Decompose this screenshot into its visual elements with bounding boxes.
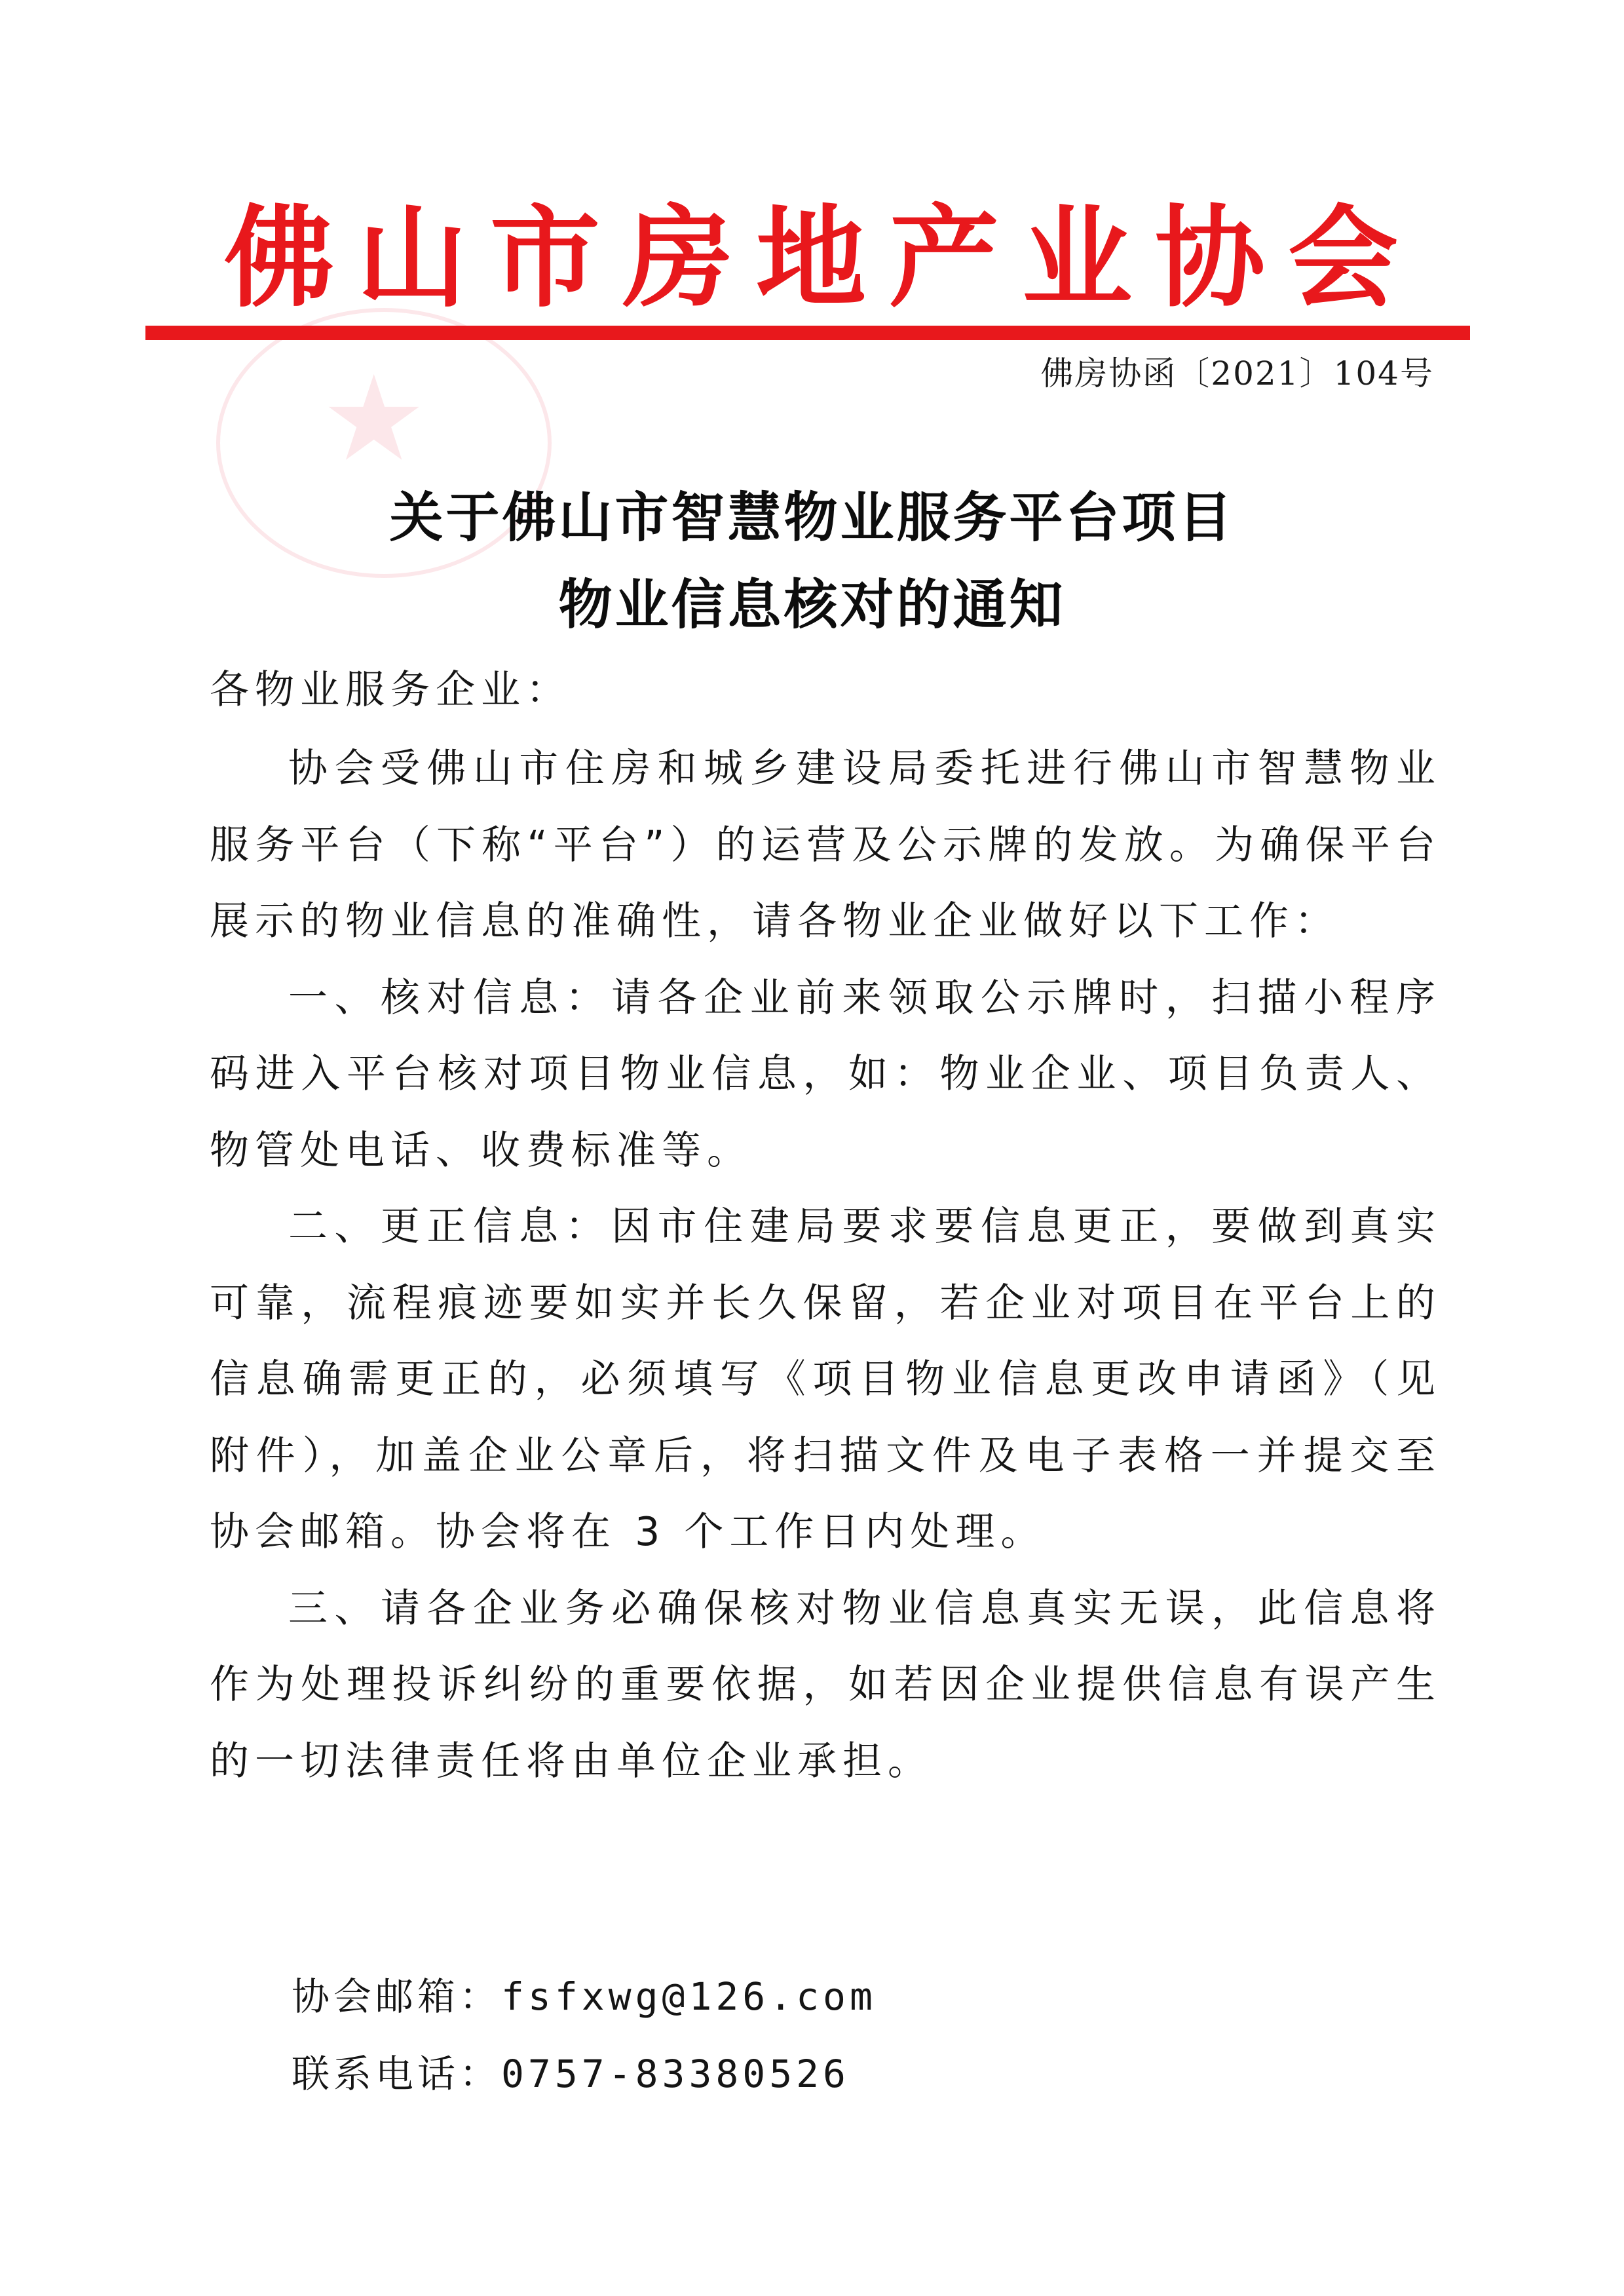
- letterhead-char: 业: [1022, 192, 1132, 322]
- item-2-correct-info: 二、更正信息：因市住建局要求要信息更正，要做到真实可靠，流程痕迹要如实并长久保留，若企业对项目在平台上的信息确需更正的，必须填写《项目物业信息更改申请函》（见附件），加盖企业公章后，将扫描文件及电子表格一并提交至协会邮箱。协会将在 3 个工作日内处理。: [210, 1204, 1441, 1555]
- letterhead-char: 会: [1288, 192, 1398, 322]
- letterhead-char: 佛: [224, 192, 334, 322]
- letterhead-char: 协: [1155, 192, 1265, 322]
- contact-phone-line: [292, 2043, 850, 2098]
- contact-email-line: [292, 1966, 877, 2021]
- seal-star-icon: ★: [321, 351, 427, 488]
- letterhead-char: 市: [490, 192, 600, 322]
- letterhead-char: 地: [756, 192, 866, 322]
- item-1-verify-info: 一、核对信息：请各企业前来领取公示牌时，扫描小程序码进入平台核对项目物业信息，如：物业企业、项目负责人、物管处电话、收费标准等。: [210, 974, 1441, 1174]
- intro-paragraph: 协会受佛山市住房和城乡建设局委托进行佛山市智慧物业服务平台（下称“平台”）的运营及公示牌的发放。为确保平台展示的物业信息的准确性，请各物业企业做好以下工作：: [210, 746, 1441, 944]
- letterhead-char: 产: [889, 192, 999, 322]
- body-content: [210, 731, 1441, 1799]
- item-3-responsibility: 三、请各企业务必确保核对物业信息真实无误，此信息将作为处理投诉纠纷的重要依据，如若因企业提供信息有误产生的一切法律责任将由单位企业承担。: [210, 1585, 1441, 1784]
- document-title-line-2: 物业信息核对的通知: [558, 574, 1066, 636]
- phone-number: 0757-83380526: [501, 2052, 850, 2096]
- letterhead-divider: [145, 326, 1470, 340]
- salutation: 各物业服务企业：: [210, 667, 571, 713]
- email-label: 协会邮箱：: [292, 1974, 502, 2019]
- phone-label: 联系电话：: [292, 2052, 502, 2096]
- organization-letterhead: [145, 190, 1470, 322]
- letterhead-char: 山: [357, 192, 467, 322]
- document-number: 佛房协函〔2021〕104号: [1040, 354, 1434, 392]
- letterhead-char: 房: [623, 192, 733, 322]
- email-address[interactable]: fsfxwg@126.com: [501, 1974, 877, 2019]
- document-title-line-1: 关于佛山市智慧物业服务平台项目: [389, 487, 1235, 549]
